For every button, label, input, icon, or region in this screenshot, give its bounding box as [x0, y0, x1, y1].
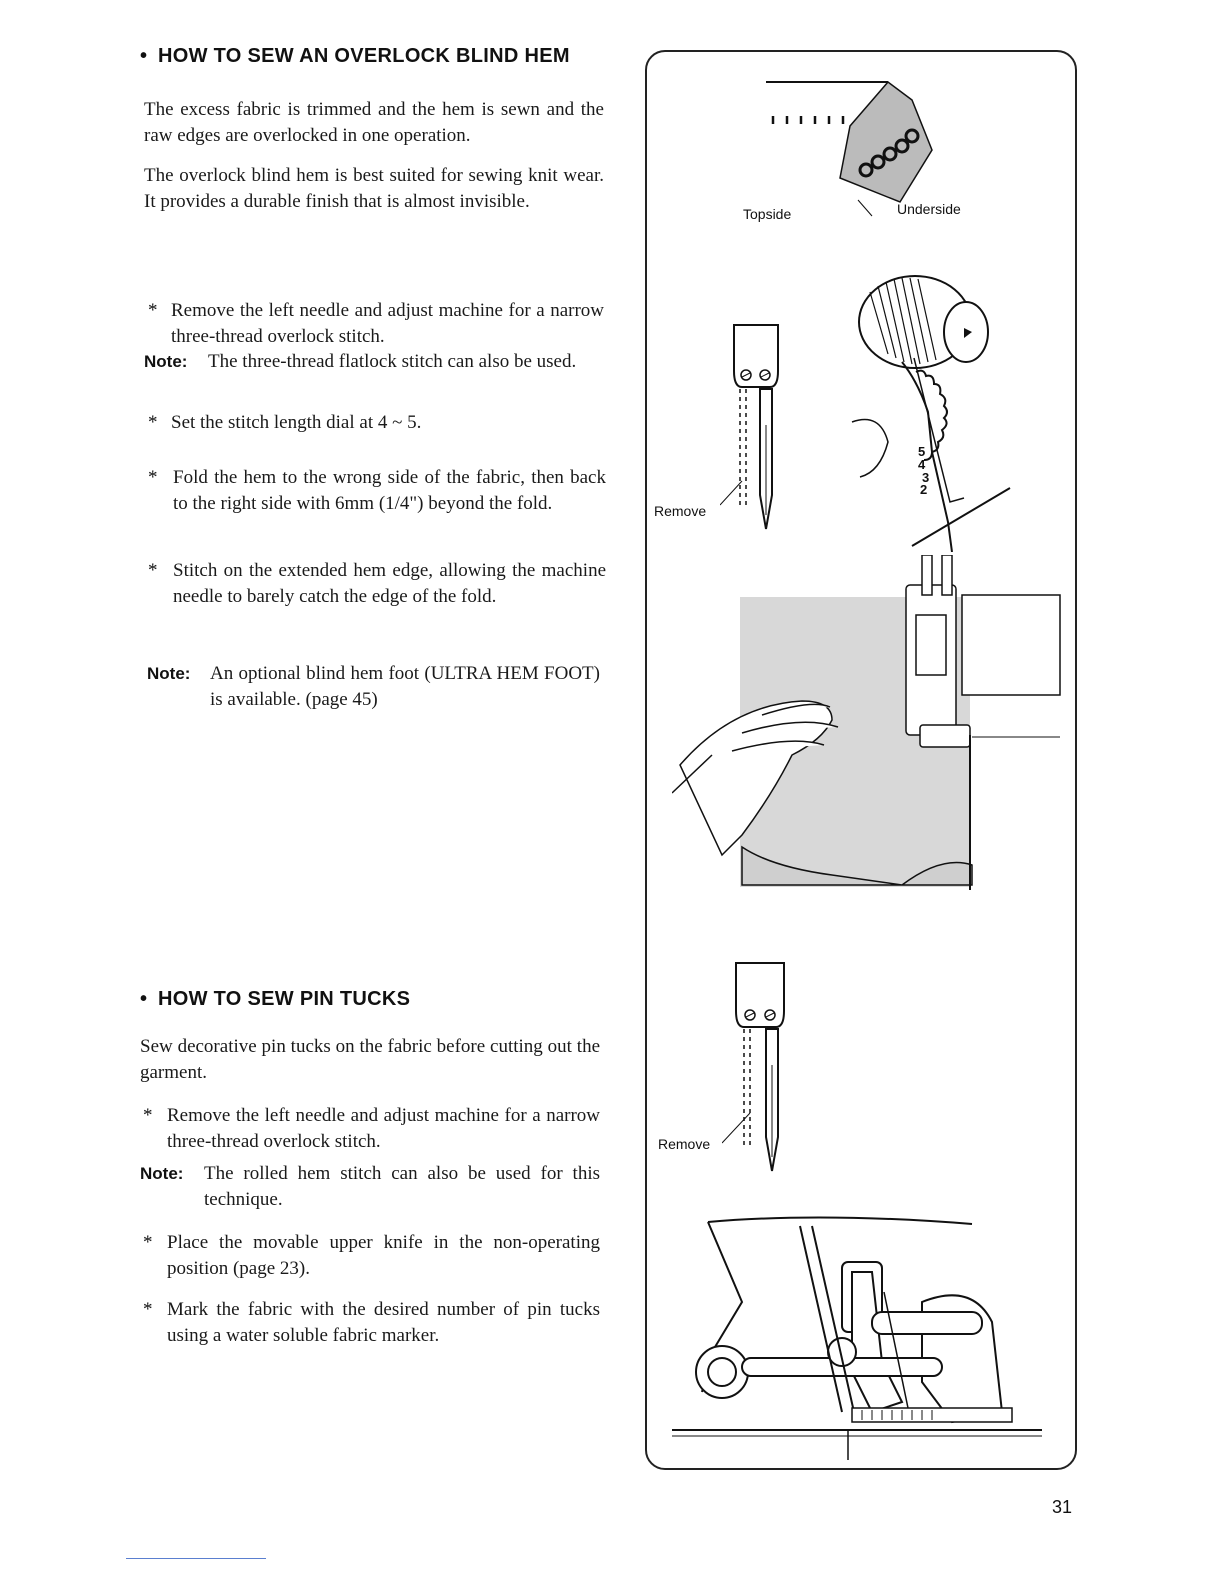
- dial-mark-5: 5: [918, 444, 926, 459]
- step-stitch-length: Set the stitch length dial at 4 ~ 5.: [171, 412, 422, 433]
- asterisk: *: [143, 1232, 153, 1253]
- step-fold-hem: Fold the hem to the wrong side of the fabric, then back to the right side with 6mm (1/4") beyond the fold.: [173, 467, 606, 514]
- step-stitch-edge: Stitch on the extended hem edge, allowing the machine needle to barely catch the edge of the fold.: [173, 560, 606, 607]
- note-rolled-hem: The rolled hem stitch can also be used for this technique.: [204, 1163, 600, 1210]
- bullet: •: [140, 988, 148, 1010]
- remove-label-top: Remove: [654, 503, 707, 519]
- asterisk: *: [143, 1299, 153, 1320]
- section-title-overlock-blind-hem: • HOW TO SEW AN OVERLOCK BLIND HEM: [140, 45, 570, 67]
- pin-tucks-intro: Sew decorative pin tucks on the fabric before cutting out the garment.: [140, 1036, 600, 1083]
- asterisk: *: [148, 467, 158, 488]
- dial-mark-4: 4: [918, 457, 926, 472]
- note-ultra-hem-foot: An optional blind hem foot (ULTRA HEM FOOT) is available. (page 45): [210, 663, 600, 710]
- stitch-length-dial-illustration: [840, 262, 1015, 552]
- asterisk: *: [148, 412, 158, 433]
- intro-paragraph-1: The excess fabric is trimmed and the hem is sewn and the raw edges are overlocked in one operation.: [144, 99, 604, 146]
- page-number: 31: [1052, 1497, 1073, 1517]
- asterisk: *: [143, 1105, 153, 1126]
- note-label: Note:: [140, 1164, 184, 1183]
- dial-mark-2: 2: [920, 482, 928, 497]
- bullet: •: [140, 45, 148, 67]
- needle-clamp-left-removed: [720, 315, 800, 535]
- remove-label-bottom: Remove: [658, 1136, 711, 1152]
- hand-guiding-fabric-illustration: [672, 555, 1062, 895]
- underside-label: Underside: [897, 201, 961, 217]
- step-remove-needle: Remove the left needle and adjust machine for a narrow three-thread overlock stitch.: [171, 300, 604, 347]
- pin-tucks-step-remove-needle: Remove the left needle and adjust machine for a narrow three-thread overlock stitch.: [167, 1105, 600, 1152]
- dial-mark-3: 3: [922, 470, 930, 485]
- note-flatlock: The three-thread flatlock stitch can also be used.: [208, 351, 577, 372]
- asterisk: *: [148, 560, 158, 581]
- pin-tucks-step-mark: Mark the fabric with the desired number of pin tucks using a water soluble fabric marker.: [167, 1299, 600, 1346]
- presser-foot-mechanism-illustration: [672, 1212, 1052, 1462]
- footer-rule: [126, 1558, 266, 1559]
- intro-paragraph-2: The overlock blind hem is best suited for sewing knit wear. It provides a durable finish that is almost invisible.: [144, 165, 604, 212]
- section-title-pin-tucks: • HOW TO SEW PIN TUCKS: [140, 988, 411, 1010]
- note-label: Note:: [147, 664, 191, 683]
- needle-clamp-left-removed-pin-tucks: [722, 953, 802, 1175]
- note-label: Note:: [144, 352, 188, 371]
- asterisk: *: [148, 300, 158, 321]
- pin-tucks-step-knife: Place the movable upper knife in the non-operating position (page 23).: [167, 1232, 600, 1279]
- topside-label: Topside: [743, 206, 792, 222]
